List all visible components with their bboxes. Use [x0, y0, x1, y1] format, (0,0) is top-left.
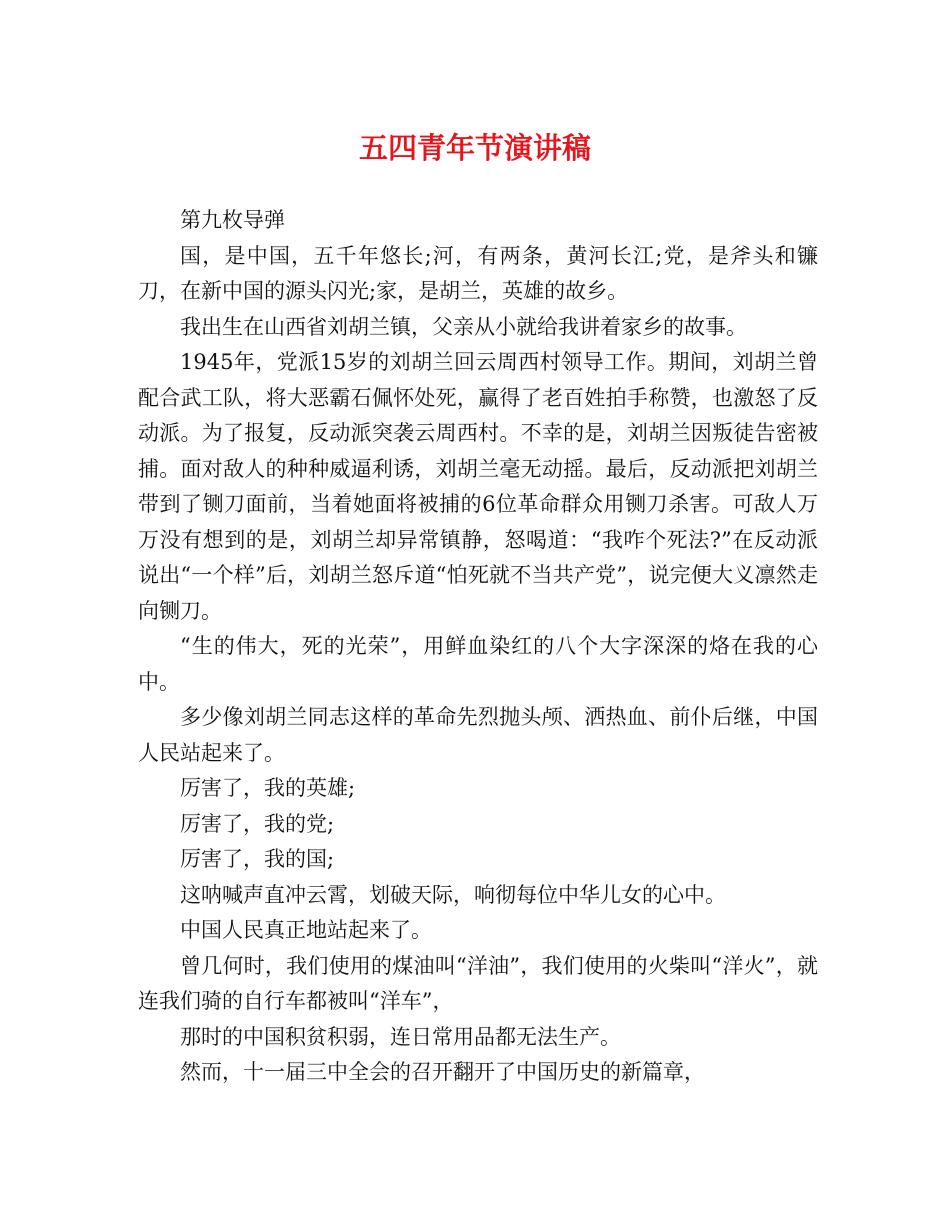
paragraph: 中国人民真正地站起来了。: [180, 918, 432, 942]
paragraph: 曾几何时，我们使用的煤油叫“洋油”，我们使用的火柴叫“洋火”，就连我们骑的自行车都被叫“洋车”，: [138, 953, 818, 1013]
paragraph: 我出生在山西省刘胡兰镇，父亲从小就给我讲着家乡的故事。: [180, 314, 747, 339]
paragraph: 厉害了，我的党;: [180, 811, 335, 836]
paragraph: 厉害了，我的国;: [180, 847, 335, 871]
document-body: [138, 203, 818, 1091]
paragraph: 那时的中国积贫积弱，连日常用品都无法生产。: [180, 1024, 621, 1049]
paragraph: “生的伟大，死的光荣”，用鲜血染红的八个大字深深的烙在我的心中。: [138, 634, 818, 694]
document-title: 五四青年节演讲稿: [358, 131, 591, 165]
paragraph: 厉害了，我的英雄;: [180, 776, 356, 800]
paragraph: 然而，十一届三中全会的召开翻开了中国历史的新篇章，: [180, 1060, 705, 1084]
paragraph: 国，是中国，五千年悠长;河，有两条，黄河长江;党，是斧头和镰刀，在新中国的源头闪光;家，是胡兰，英雄的故乡。: [138, 243, 818, 303]
paragraph: 第九枚导弹: [180, 208, 285, 232]
paragraph: 这呐喊声直冲云霄，划破天际，响彻每位中华儿女的心中。: [180, 882, 726, 907]
paragraph: 1945年，党派15岁的刘胡兰回云周西村领导工作。期间，刘胡兰曾配合武工队，将大恶霸石佩怀处死，赢得了老百姓拍手称赞，也激怒了反动派。为了报复，反动派突袭云周西村。不幸的是，刘胡兰因叛徒告密被捕。面对敌人的种种威逼利诱，刘胡兰毫无动摇。最后，反动派把刘胡兰带到了铡刀面前，当着她面将被捕的6位革命群众用铡刀杀害。可敌人万万没有想到的是，刘胡兰却异常镇静，怒喝道：“我咋个死法?”在反动派说出“一个样”后，刘胡兰怒斥道“怕死就不当共产党”，说完便大义凛然走向铡刀。: [138, 350, 818, 623]
paragraph: 多少像刘胡兰同志这样的革命先烈抛头颅、洒热血、前仆后继，中国人民站起来了。: [138, 705, 818, 765]
